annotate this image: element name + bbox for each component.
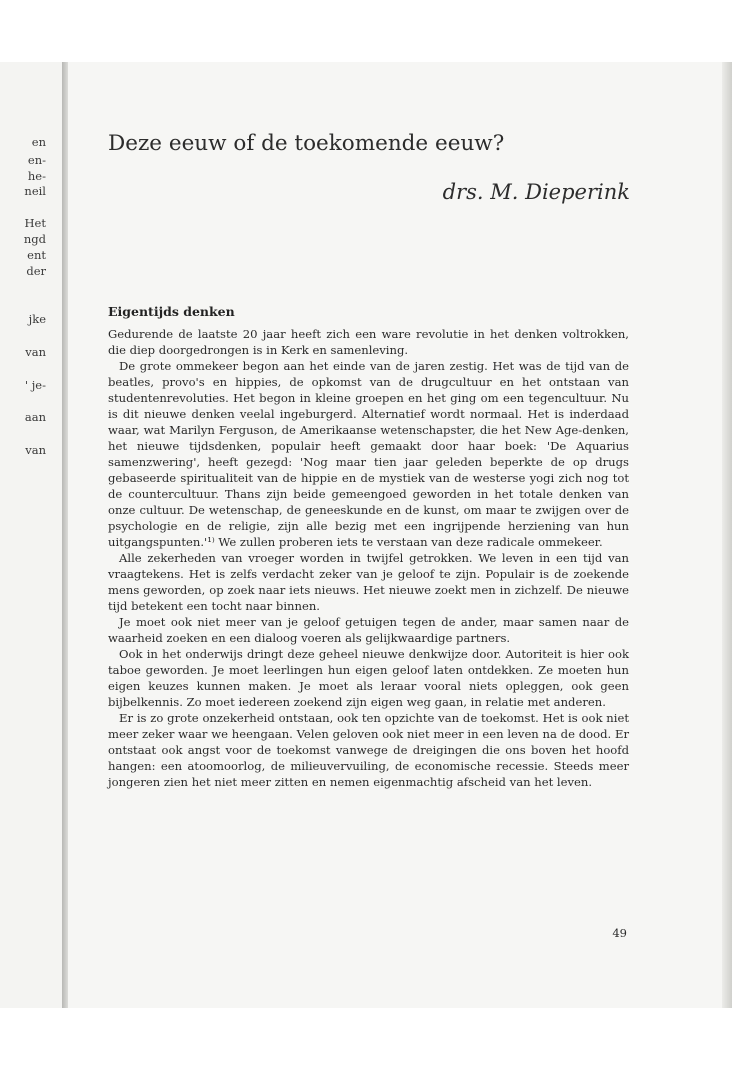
left-page-fragment: van	[25, 443, 46, 457]
left-page-fragment: ent	[27, 248, 46, 262]
page-number: 49	[612, 926, 627, 940]
left-page-fragment: ngd	[23, 232, 46, 246]
article-body	[108, 326, 629, 790]
facing-page-fragment	[0, 62, 62, 1008]
paragraph: Alle zekerheden van vroeger worden in twijfel getrokken. We leven in een tijd van vraagtekens. Het is zelfs verdacht zeker van je geloof te zijn. Populair is de zoekende mens geworden, op zoek naar iets nieuws. Het nieuwe zoekt men in zichzelf. De nieuwe tijd betekent een tocht naar binnen.	[108, 551, 629, 613]
paragraph: De grote ommekeer begon aan het einde van de jaren zestig. Het was de tijd van de beatles, provo's en hippies, de opkomst van de drugcultuur en het ontstaan van studentenrevoluties. Het begon in kleine groepen en het ging om een tegencultuur. Nu is dit nieuwe denken veelal ingeburgerd. Alternatief wordt normaal. Het is inderdaad waar, wat Marilyn Ferguson, de Amerikaanse wetenschapster, die het New Age-denken, het nieuwe tijdsdenken, populair heeft gemaakt door haar boek: 'De Aquarius samenzwering', heeft gezegd: 'Nog maar tien jaar geleden beperkte de op drugs gebaseerde spiritualiteit van de hippie en de mystiek van de westerse yogi zich nog tot de countercultuur. Thans zijn beide gemeengoed geworden in het totale denken van onze cultuur. De wetenschap, de geneeskunde en de kunst, om maar te zwijgen over de psychologie en de religie, zijn alle bezig met een ingrijpende herziening van hun uitgangspunten.'¹⁾ We zullen proberen iets te verstaan van deze radicale ommekeer.	[108, 359, 629, 549]
paragraph: Ook in het onderwijs dringt deze geheel nieuwe denkwijze door. Autoriteit is hier ook taboe geworden. Je moet leerlingen hun eigen geloof laten ontdekken. Ze moeten hun eigen keuzes kunnen maken. Je moet als leraar vooral niets opleggen, ook geen bijbelkennis. Zo moet iedereen zoekend zijn eigen weg gaan, in relatie met anderen.	[108, 647, 629, 709]
left-page-fragment: der	[26, 264, 46, 278]
left-page-fragment: en-	[27, 153, 46, 167]
page-edge	[722, 62, 732, 1008]
left-page-fragment: jke	[28, 312, 46, 326]
left-page-fragment: he-	[27, 169, 46, 183]
section-heading: Eigentijds denken	[108, 304, 235, 319]
left-page-fragment: aan	[24, 410, 46, 424]
article-title: Deze eeuw of de toekomende eeuw?	[108, 131, 505, 156]
left-page-fragment: neil	[24, 184, 46, 198]
left-page-fragment: van	[25, 345, 46, 359]
left-page-fragment: en	[31, 135, 46, 149]
paragraph: Er is zo grote onzekerheid ontstaan, ook ten opzichte van de toekomst. Het is ook niet meer zeker waar we heengaan. Velen geloven ook niet meer in een leven na de dood. Er ontstaat ook angst voor de toekomst vanwege de dreigingen die ons boven het hoofd hangen: een atoomoorlog, de milieuvervuiling, de economische recessie. Steeds meer jongeren zien het niet meer zitten en nemen eigenmachtig afscheid van het leven.	[108, 711, 629, 789]
left-page-fragment: ' je-	[24, 378, 46, 392]
paragraph: Gedurende de laatste 20 jaar heeft zich een ware revolutie in het denken voltrokken, die diep doorgedrongen is in Kerk en samenleving.	[108, 327, 629, 357]
article-author: drs. M. Dieperink	[442, 180, 630, 204]
left-page-fragment: Het	[24, 216, 46, 230]
paragraph: Je moet ook niet meer van je geloof getuigen tegen de ander, maar samen naar de waarheid zoeken en een dialoog voeren als gelijkwaardige partners.	[108, 615, 629, 645]
